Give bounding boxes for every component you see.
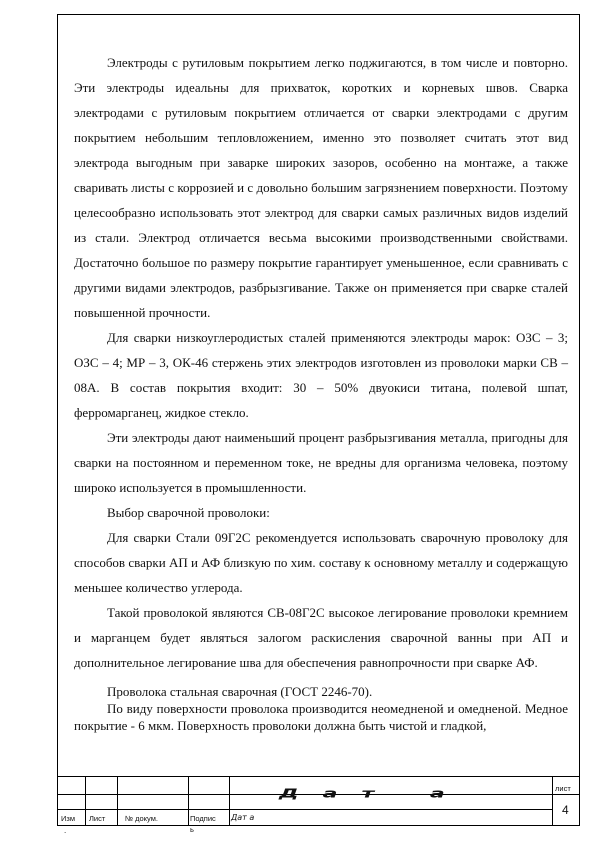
paragraph-spatter: Эти электроды дают наименьший процент разбрызгивания металла, пригодны для сварки на постоянном и переменном токе, не вредны для организма человека, поэтому широко используется в промышленности.	[74, 430, 568, 495]
stamp-label-data: Дат а	[231, 813, 255, 822]
stamp-divider	[117, 777, 118, 826]
paragraph-sv08g2s: Такой проволокой являются СВ-08Г2С высокое легирование проволоки кремнием и марганцем будет являться залогом раскисления сварочной ванны при АП и дополнительное легирование шва для обеспечения равнопрочности при сварке АФ.	[74, 605, 568, 670]
stamp-label-izm: Изм	[61, 814, 75, 823]
paragraph-wire-heading: Выбор сварочной проволоки:	[107, 505, 270, 520]
stamp-data-large: Дат а	[279, 787, 469, 801]
paragraph-surface: По виду поверхности проволока производится неомедненой и омедненой. Медное покрытие - 6 мкм. Поверхность проволоки должна быть чистой и гладкой,	[74, 701, 568, 733]
stamp-label-podpis: Подпис	[190, 814, 216, 823]
paragraph-gost: Проволока стальная сварочная (ГОСТ 2246-70).	[107, 684, 373, 699]
stamp-divider	[229, 777, 230, 826]
stamp-row-line	[57, 809, 552, 810]
stamp-label-podpis-tail: ь	[190, 825, 194, 834]
paragraph-low-carbon: Для сварки низкоуглеродистых сталей применяются электроды марок: ОЗС – 3; ОЗС – 4; МР – 3, ОК-46 стержень этих электродов изготовлен из проволоки марки СВ – 08А. В состав покрытия входит: 30 – 50% двуокиси титана, полевой шпат, ферромарганец, жидкое стекло.	[74, 330, 568, 420]
stamp-label-doc: № докум.	[125, 814, 158, 823]
stamp-divider	[188, 777, 189, 826]
paragraph-steel-09g2s: Для сварки Стали 09Г2С рекомендуется использовать сварочную проволоку для способов сварки АП и АФ близкую по хим. составу к основному металлу и содержащую меньшее количество углерода.	[74, 530, 568, 595]
sheet-number: 4	[562, 803, 569, 817]
document-body	[74, 50, 568, 734]
sheet-label: лист	[555, 784, 571, 793]
stamp-divider	[85, 777, 86, 826]
corner-mark: .	[64, 826, 67, 835]
paragraph-rutile: Электроды с рутиловым покрытием легко поджигаются, в том числе и повторно. Эти электроды идеальны для прихваток, коротких и корневых швов. Сварка электродами с рутиловым покрытием отличается от сварки электродами с другим покрытием небольшим тепловложением, именно это позволяет считать этот вид электрода выгодным при заварке широких зазоров, особенно на монтаже, а также сваривать листы с коррозией и с довольно большим загрязнением поверхности. Поэтому целесообразно использовать этот электрод для сварки самых различных видов изделий из стали. Электрод отличается весьма высокими производственными свойствами. Достаточно большое по размеру покрытие гарантирует уменьшенное, если сравнивать с другими видами электродов, разбрызгивание. Также он применяется при сварке сталей повышенной прочности.	[74, 55, 568, 320]
title-block	[57, 776, 580, 834]
stamp-label-list: Лист	[89, 814, 106, 823]
stamp-divider	[552, 777, 553, 826]
